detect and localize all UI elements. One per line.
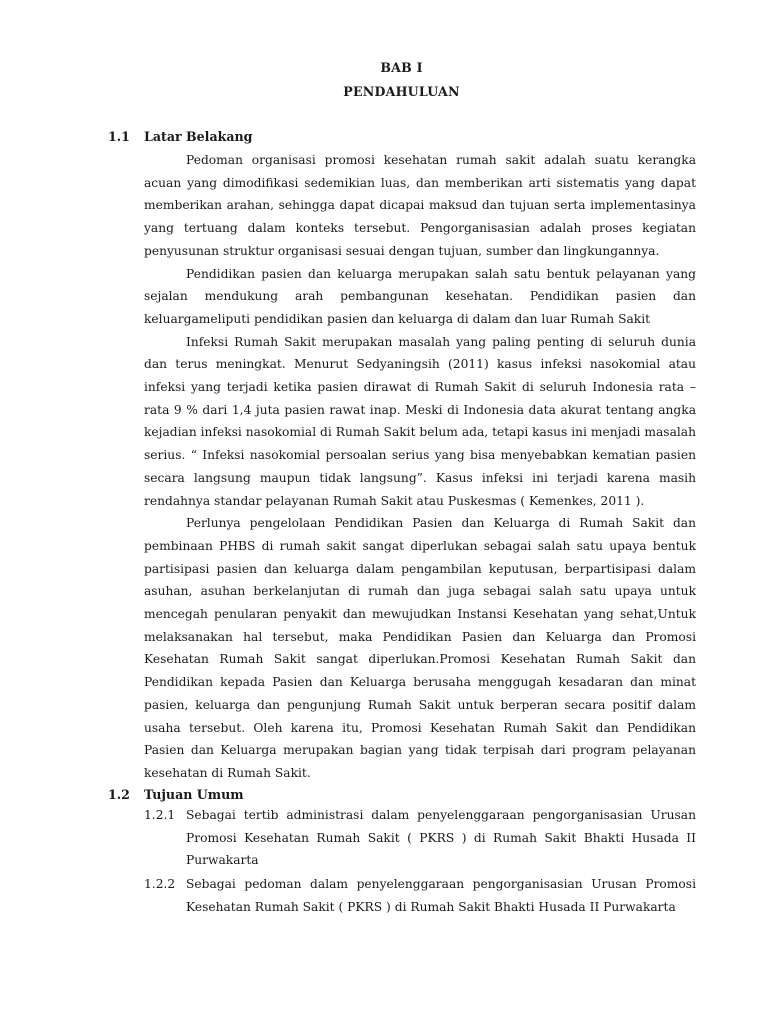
list-item-number: 1.2.2 <box>144 877 176 891</box>
section-title: Latar Belakang <box>144 129 253 144</box>
list-item-number: 1.2.1 <box>144 808 176 822</box>
list-item-text: Sebagai tertib administrasi dalam penyelenggaraan pengorganisasian Urusan Promosi Kesehatan Rumah Sakit ( PKRS ) di Rumah Sakit Bhakti Husada II Purwakarta <box>186 808 696 868</box>
paragraph: Pendidikan pasien dan keluarga merupakan salah satu bentuk pelayanan yang sejalan mendukung arah pembangunan kesehatan. Pendidikan pasien dan keluargameliputi pendidikan pasien dan keluarga di dalam dan luar Rumah Sakit <box>144 266 696 326</box>
paragraph: Infeksi Rumah Sakit merupakan masalah yang paling penting di seluruh dunia dan terus meningkat. Menurut Sedyaningsih (2011) kasus infeksi nasokomial atau infeksi yang terjadi ketika pasien dirawat di Rumah Sakit di seluruh Indonesia rata –rata 9 % dari 1,4 juta pasien rawat inap. Meski di Indonesia data akurat tentang angka kejadian infeksi nasokomial di Rumah Sakit belum ada, tetapi kasus ini menjadi masalah serius. “ Infeksi nasokomial persoalan serius yang bisa menyebabkan kematian pasien secara langsung maupun tidak langsung”. Kasus infeksi ini terjadi karena masih rendahnya standar pelayanan Rumah Sakit atau Puskesmas ( Kemenkes, 2011 ). <box>144 334 696 508</box>
paragraph: Perlunya pengelolaan Pendidikan Pasien dan Keluarga di Rumah Sakit dan pembinaan PHBS di rumah sakit sangat diperlukan sebagai salah satu upaya bentuk partisipasi pasien dan keluarga dalam pengambilan keputusan, berpartisipasi dalam asuhan, asuhan berkelanjutan di rumah dan juga sebagai salah satu upaya untuk mencegah penularan penyakit dan mewujudkan Instansi Kesehatan yang sehat,Untuk melaksanakan hal tersebut, maka Pendidikan Pasien dan Keluarga dan Promosi Kesehatan Rumah Sakit sangat diperlukan.Promosi Kesehatan Rumah Sakit dan Pendidikan kepada Pasien dan Keluarga berusaha menggugah kesadaran dan minat pasien, keluarga dan pengunjung Rumah Sakit untuk berperan secara positif dalam usaha tersebut. Oleh karena itu, Promosi Kesehatan Rumah Sakit dan Pendidikan Pasien dan Keluarga merupakan bagian yang tidak terpisah dari program pelayanan kesehatan di Rumah Sakit. <box>144 516 696 780</box>
chapter-heading: BAB I <box>380 60 423 75</box>
section-number: 1.1 <box>108 129 130 144</box>
paragraph: Pedoman organisasi promosi kesehatan rumah sakit adalah suatu kerangka acuan yang dimodifikasi sedemikian luas, dan memberikan arti sistematis yang dapat memberikan arahan, sehingga dapat dicapai maksud dan tujuan serta implementasinya yang tertuang dalam konteks tersebut. Pengorganisasian adalah proses kegiatan penyusunan struktur organisasi sesuai dengan tujuan, sumber dan lingkungannya. <box>144 153 696 258</box>
list-item-text: Sebagai pedoman dalam penyelenggaraan pengorganisasian Urusan Promosi Kesehatan Rumah Sakit ( PKRS ) di Rumah Sakit Bhakti Husada II Purwakarta <box>186 877 696 914</box>
section-number: 1.2 <box>108 787 130 802</box>
section-title: Tujuan Umum <box>144 787 244 802</box>
chapter-title: PENDAHULUAN <box>343 84 460 99</box>
section-body <box>144 149 696 785</box>
